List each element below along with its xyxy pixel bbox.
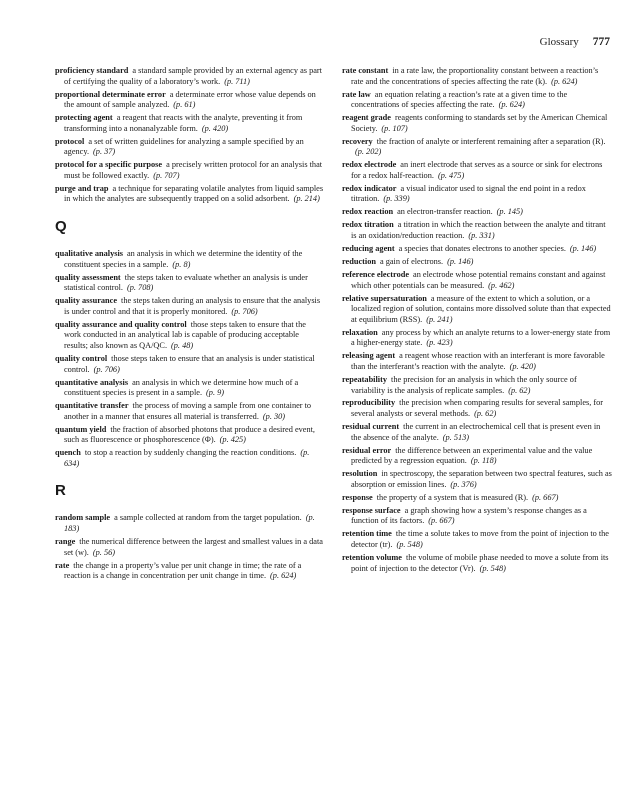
glossary-entry [342,446,612,467]
entry-definition: a precisely written protocol for an analysis that must be followed exactly. [64,160,323,180]
entry-page-ref: (p. 548) [479,563,506,573]
glossary-entry [342,160,612,181]
entry-definition: the difference between an experimental value and the value predicted by a regression equation. [351,445,593,466]
glossary-entry [342,553,612,574]
entry-page-ref: (p. 462) [488,280,515,290]
entry-page-ref: (p. 513) [442,432,470,442]
entry-page-ref: (p. 145) [496,207,523,217]
glossary-entry [342,375,612,396]
entry-definition: a titration in which the reaction between the analyte and titrant is an oxidation/reduction reaction. [351,220,606,241]
left-column [55,66,325,584]
glossary-entry [55,160,325,181]
entry-definition: an analysis in which we determine how much of a constituent species is present in a sample. [64,377,299,398]
glossary-entry [55,537,325,558]
entry-page-ref: (p. 420) [201,123,229,133]
entry-term: reduction [342,257,376,267]
glossary-entry [342,113,612,134]
entry-term: proficiency standard [55,66,129,75]
entry-definition: the time a solute takes to move from the point of injection to the detector (tr). [351,529,609,549]
glossary-entry [342,270,612,291]
entry-term: retention volume [342,552,402,562]
entry-term: recovery [342,136,373,146]
entry-term: reducing agent [342,244,395,254]
entry-definition: in a rate law, the proportionality constant between a reaction’s rate and the concentrations of species affecting the rate (k). [351,66,599,86]
entry-page-ref: (p. 331) [468,231,495,241]
entry-term: redox electrode [342,160,397,170]
entry-term: redox titration [342,220,394,230]
right-column [342,66,612,577]
glossary-entry [55,249,325,270]
glossary-entries-q [55,249,325,469]
entry-page-ref: (p. 624) [551,76,578,86]
entry-term: purge and trap [55,183,109,193]
entry-term: quality control [55,353,108,363]
section-name: Glossary [539,36,579,48]
section-letter-r: R [55,482,66,500]
entry-page-ref: (p. 711) [224,76,250,86]
glossary-entry [55,354,325,375]
entry-page-ref: (p. 37) [93,147,116,157]
entry-definition: the property of a system that is measured (R). [376,492,529,502]
glossary-entry [342,506,612,527]
entry-term: quantitative transfer [55,401,129,411]
glossary-entry [55,401,325,422]
entry-definition: a reagent whose reaction with an interferant is more favorable than the interferant’s reaction with the analyte. [351,351,605,371]
entry-term: redox indicator [342,183,397,193]
glossary-entry [342,294,612,326]
entry-page-ref: (p. 420) [509,361,536,371]
entry-term: rate constant [342,66,389,75]
entry-definition: the change in a property’s value per unit change in time; the rate of a reaction is a change in concentration per unit change in time. [64,560,302,581]
glossary-entry [342,351,612,372]
entry-definition: a reagent that reacts with the analyte, preventing it from transforming into a nonanalyzable form. [64,113,303,133]
entry-page-ref: (p. 548) [396,539,423,549]
glossary-entry [55,184,325,205]
entry-definition: the volume of mobile phase needed to move a solute from its point of injection to the detector (Vr). [351,552,609,573]
entry-page-ref: (p. 107) [381,123,408,133]
entry-page-ref: (p. 667) [532,492,559,502]
entry-definition: an electrode whose potential remains constant and against which other potentials can be measured. [351,270,606,290]
glossary-entry [342,184,612,205]
glossary-entry [342,207,612,218]
entry-page-ref: (p. 62) [508,385,531,395]
entry-page-ref: (p. 56) [92,547,116,557]
entry-term: protocol for a specific purpose [55,160,163,170]
entry-definition: an electron-transfer reaction. [397,207,493,217]
entry-term: quantum yield [55,424,107,434]
entry-page-ref: (p. 9) [206,388,225,398]
entry-term: protecting agent [55,113,113,123]
entry-page-ref: (p. 667) [428,516,455,526]
entry-definition: the steps taken to evaluate whether an analysis is under statistical control. [64,272,308,293]
entry-term: response surface [342,505,401,515]
glossary-entries-r [55,513,325,581]
glossary-entry [55,113,325,134]
entry-definition: an inert electrode that serves as a source or sink for electrons for a redox half-reaction. [351,160,603,180]
glossary-entries-p [55,66,325,205]
glossary-entry [55,378,325,399]
entry-term: rate [55,560,70,570]
entry-page-ref: (p. 634) [64,448,310,468]
glossary-entry [342,137,612,158]
entry-page-ref: (p. 706) [93,364,120,374]
glossary-entry [55,90,325,111]
entry-page-ref: (p. 423) [426,338,453,348]
entry-page-ref: (p. 241) [426,314,453,324]
glossary-entry [342,422,612,443]
entry-term: quality assurance [55,296,118,306]
entry-term: residual current [342,422,400,432]
entry-definition: to stop a reaction by suddenly changing the reaction conditions. [84,448,297,458]
entry-definition: the fraction of analyte or interferent remaining after a separation (R). [376,136,606,146]
glossary-entry [55,320,325,352]
entry-term: retention time [342,529,392,539]
entry-term: residual error [342,445,392,455]
entry-definition: those steps taken to ensure that the work conducted in an analytical lab is capable of producing acceptable results; also known as QA/QC. [64,319,306,350]
entry-term: redox reaction [342,207,394,217]
entry-page-ref: (p. 146) [569,244,597,254]
entry-term: range [55,537,76,547]
entry-definition: the precision for an analysis in which the only source of variability is the analysis of replicate samples. [351,374,577,395]
glossary-entry [55,273,325,294]
glossary-entry [342,493,612,504]
entry-term: reproducibility [342,398,396,408]
entry-definition: those steps taken to ensure that an analysis is under statistical control. [64,353,315,374]
entry-term: proportional determinate error [55,89,166,99]
entry-definition: reagents conforming to standards set by the American Chemical Society. [351,113,608,133]
entry-definition: an equation relating a reaction’s rate at a given time to the concentrations of species affecting the rate. [351,89,568,110]
entry-definition: a measure of the extent to which a solution, or a localized region of solution, contains more dissolved solute than that expected at equilibrium (RSS). [351,293,611,324]
entry-term: rate law [342,89,371,99]
entry-definition: the steps taken during an analysis to ensure that the analysis is under control and that it is properly monitored. [64,296,321,316]
glossary-entry [342,257,612,268]
entry-definition: a visual indicator used to signal the end point in a redox titration. [351,183,586,204]
entry-page-ref: (p. 146) [447,257,474,267]
glossary-entry [342,469,612,490]
entry-term: quench [55,448,81,458]
entry-definition: in spectroscopy, the separation between two spectral features, such as absorption or emission lines. [351,469,612,489]
glossary-entry [55,561,325,582]
entry-definition: the precision when comparing results for several samples, for several analysts or several methods. [351,398,604,419]
glossary-entry [342,328,612,349]
page-number: 777 [592,36,610,48]
entry-term: response [342,492,373,502]
glossary-entry [342,90,612,111]
entry-term: random sample [55,513,111,523]
entry-term: relaxation [342,327,378,337]
entry-page-ref: (p. 8) [172,259,191,269]
glossary-entry [55,296,325,317]
entry-term: reagent grade [342,113,391,123]
glossary-entry [342,66,612,87]
glossary-entry [55,425,325,446]
entry-term: protocol [55,136,85,146]
entry-page-ref: (p. 376) [450,479,477,489]
entry-definition: the process of moving a sample from one container to another in a manner that ensures all material is transferred. [64,401,312,421]
entry-definition: a determinate error whose value depends on the amount of sample analyzed. [64,89,316,110]
glossary-entry [55,513,325,534]
entry-definition: an analysis in which we determine the identity of the constituent species in a sample. [64,249,303,269]
glossary-entry [55,448,325,469]
entry-definition: a set of written guidelines for analyzing a sample specified by an agency. [64,136,304,157]
entry-page-ref: (p. 339) [383,194,410,204]
glossary-entry [342,529,612,550]
entry-page-ref: (p. 118) [470,456,497,466]
glossary-entry [342,244,612,255]
entry-term: qualitative analysis [55,249,123,259]
glossary-entry [342,220,612,241]
entry-page-ref: (p. 706) [231,306,258,316]
entry-definition: the numerical difference between the largest and smallest values in a data set (w). [64,537,323,557]
entry-term: quality assessment [55,272,121,282]
entry-page-ref: (p. 214) [293,194,320,204]
entry-page-ref: (p. 425) [219,435,246,445]
entry-page-ref: (p. 202) [355,147,382,157]
entry-page-ref: (p. 61) [173,100,196,110]
entry-term: repeatability [342,374,388,384]
entry-definition: a technique for separating volatile analytes from liquid samples in which the analytes are subsequently trapped on a solid adsorbent. [64,183,324,204]
entry-page-ref: (p. 624) [498,100,525,110]
entry-definition: a standard sample provided by an external agency as part of certifying the quality of a laboratory’s work. [64,66,322,86]
glossary-entry [342,398,612,419]
entry-term: quality assurance and quality control [55,319,187,329]
entry-definition: a species that donates electrons to another species. [398,244,566,254]
glossary-entry [55,66,325,87]
entry-page-ref: (p. 48) [171,341,194,350]
entry-definition: a graph showing how a system’s response changes as a function of its factors. [351,505,587,526]
page-header [540,36,610,48]
entry-term: releasing agent [342,351,396,361]
entry-definition: the current in an electrochemical cell that is present even in the absence of the analyte. [351,422,601,442]
entry-page-ref: (p. 62) [474,409,497,419]
entry-page-ref: (p. 183) [64,513,315,534]
entry-definition: a gain of electrons. [379,257,444,267]
entry-definition: any process by which an analyte returns to a lower-energy state from a higher-energy state. [351,327,611,348]
entry-term: quantitative analysis [55,377,129,387]
glossary-entry [55,137,325,158]
entry-definition: the fraction of absorbed photons that produce a desired event, such as fluorescence or phosphorescence (Φ). [64,424,316,445]
entry-page-ref: (p. 708) [127,283,154,293]
entry-page-ref: (p. 707) [153,170,180,180]
entry-term: reference electrode [342,270,410,279]
entry-term: resolution [342,469,378,479]
entry-term: relative supersaturation [342,293,427,303]
entry-page-ref: (p. 475) [437,170,465,180]
entry-page-ref: (p. 30) [262,411,286,421]
section-letter-q: Q [55,218,67,236]
entry-definition: a sample collected at random from the target population. [114,513,302,523]
entry-page-ref: (p. 624) [270,571,297,581]
glossary-entries-r-continued [342,66,612,574]
